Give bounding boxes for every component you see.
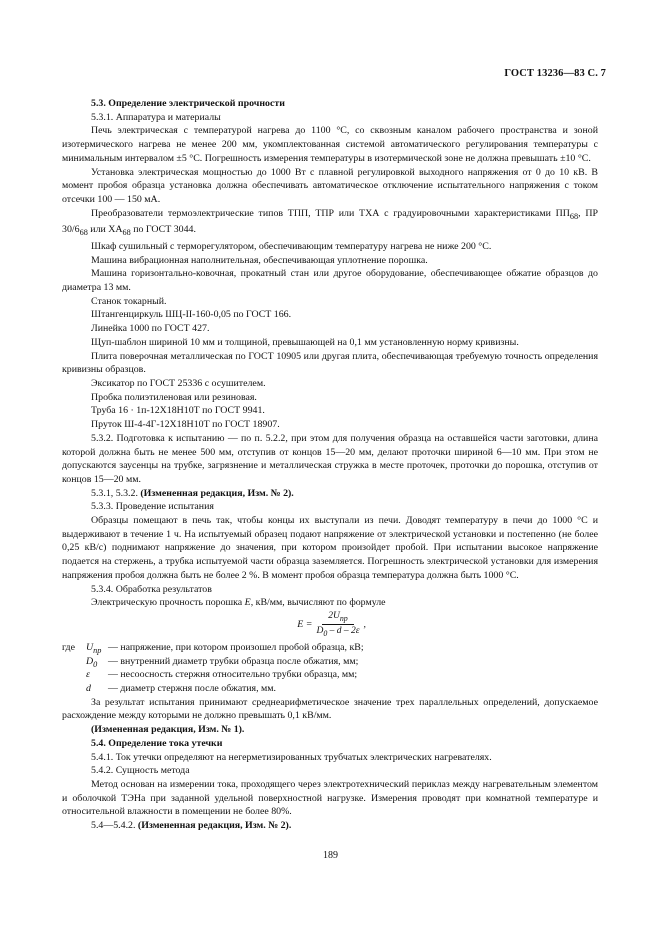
formula-legend — [62, 641, 598, 696]
legend-item: ε — несоосность стержня относительно трубки образца, мм; — [86, 669, 358, 681]
paragraph-plate: Плита поверочная металлическая по ГОСТ 10905 или другая плита, обеспечивающая требуемую точность определения кривизны образцов. — [62, 350, 598, 376]
page-header: ГОСТ 13236—83 С. 7 — [504, 68, 606, 79]
paragraph-furnace: Печь электрическая с температурой нагрева до 1100 °С, со сквозным каналом рабочего пространства и зоной изотермического нагрева не менее 200 мм, укомплектованная системой автоматического регулирования температуры с минимальным интервалом ±5 °С. Погрешность измерения температуры в изотермической зоне не должна превышать ±10 °С. — [62, 125, 598, 164]
paragraph-vibro-machine: Машина вибрационная наполнительная, обеспечивающая уплотнение порошка. — [91, 254, 428, 266]
paragraph-method: Метод основан на измерении тока, проходящего через электротехнический периклаз между нагревательным элементом и оболочкой ТЭНа при заданной удельной поверхностной нагрузке. Измерения проводят при комнатной температуре и относительной влажности в помещении не более 80%. — [62, 778, 598, 818]
paragraph-5-3-2: 5.3.2. Подготовка к испытанию — по п. 5.2.2, при этом для получения образца на оставшейся части заготовки, длина которой должна быть не менее 500 мм, отступив от концов 15—20 мм, делают проточки шириной 6—10 мм. При этом не допускаются заусенцы на трубке, загрязнение и металлическая стружка в месте проточек, проточки до порошка, отступив от концов 15—20 мм. — [62, 432, 598, 485]
formula-lhs: E = — [297, 619, 313, 631]
legend-item: $D_0$ — внутренний диаметр трубки образца после обжатия, мм; — [86, 655, 359, 669]
amendment-note-1: (Измененная редакция, Изм. № 1). — [91, 724, 245, 736]
legend-item: d — диаметр стержня после обжатия, мм. — [86, 683, 276, 695]
amendment-note-5-4: 5.4—5.4.2. (Измененная редакция, Изм. № 2). — [91, 820, 292, 832]
page-content — [62, 97, 598, 833]
paragraph-calculation: Электрическую прочность порошка E, кВ/мм, вычисляют по формуле — [91, 597, 386, 609]
subsection-5-4-2: 5.4.2. Сущность метода — [91, 765, 190, 777]
amendment-note-5-3-1: 5.3.1, 5.3.2. (Измененная редакция, Изм. № 2). — [91, 487, 294, 499]
subsection-5-3-1: 5.3.1. Аппаратура и материалы — [91, 111, 221, 123]
paragraph-5-4-1: 5.4.1. Ток утечки определяют на негерметизированных трубчатых электрических нагревателях. — [91, 751, 492, 763]
paragraph-lathe: Станок токарный. — [91, 295, 167, 307]
section-title-5-4: 5.4. Определение тока утечки — [91, 737, 223, 749]
paragraph-bar: Пруток Ш-4-4Г-12Х18Н10Т по ГОСТ 18907. — [91, 419, 280, 431]
paragraph-caliper: Штангенциркуль ШЦ-II-160-0,05 по ГОСТ 166. — [91, 309, 292, 321]
formula-tail: , — [363, 619, 366, 631]
formula-electrical-strength — [62, 610, 598, 640]
paragraph-forging-machine: Машина горизонтально-ковочная, прокатный стан или другое оборудование, обеспечивающее обжатие образцов до диаметра 13 мм. — [62, 268, 598, 294]
paragraph-tube: Труба 16 · 1п-12Х18Н10Т по ГОСТ 9941. — [91, 405, 265, 417]
legend-item: где $U_{пр}$ — напряжение, при котором произошел пробой образца, кВ; — [62, 641, 364, 655]
paragraph-thermocouples: Преобразователи термоэлектрические типов ТПП, ТПР или ТХА с градуировочными характеристиками $ПП_{68}$, ПР $30/6_{68}$ или $ХА_{68}$ по ГОСТ 3044. — [62, 207, 599, 238]
subsection-5-3-4: 5.3.4. Обработка результатов — [91, 583, 212, 595]
paragraph-ruler: Линейка 1000 по ГОСТ 427. — [91, 323, 210, 335]
paragraph-test-procedure: Образцы помещают в печь так, чтобы концы их выступали из печи. Доводят температуру в печи до 1000 °С и выдерживают в течение 1 ч. На испытуемый образец подают напряжение от электрической установки и постепенно (не более 0,25 кВ/с) поднимают напряжение до значения, при котором произойдет пробой. При испытании высокое напряжение подается на стержень, а трубка испытуемой части образца заземляется. Погрешность электрической установки для измерения напряжения пробоя должна быть не более 2 %. В момент пробоя образца температура должна быть 1000 °С. — [62, 515, 598, 581]
paragraph-feeler-gauge: Щуп-шаблон шириной 10 мм и толщиной, превышающей на 0,1 мм установленную норму кривизны. — [91, 336, 519, 348]
paragraph-result: За результат испытания принимают среднеарифметическое значение трех параллельных определений, допускаемое расхождение между которыми не должно превышать 0,1 кВ/мм. — [62, 696, 598, 722]
section-title-5-3: 5.3. Определение электрической прочности — [91, 98, 285, 109]
page-number: 189 — [323, 850, 338, 861]
paragraph-stopper: Пробка полиэтиленовая или резиновая. — [91, 391, 257, 403]
formula-denominator: $D_0$ – d – 2ε — [316, 626, 360, 639]
subsection-5-3-3: 5.3.3. Проведение испытания — [91, 501, 214, 513]
paragraph-desiccator: Эксикатор по ГОСТ 25336 с осушителем. — [91, 378, 266, 389]
paragraph-cabinet: Шкаф сушильный с терморегулятором, обеспечивающим температуру нагрева не ниже 200 °С. — [91, 240, 492, 252]
formula-fraction — [316, 610, 359, 641]
paragraph-installation: Установка электрическая мощностью до 1000 Вт с плавной регулировкой выходного напряжения от 0 до 10 кВ. В момент пробоя образца установка должна обеспечивать автоматическое отключение испытательного напряжения с током отсечки 100 — 150 мА. — [62, 166, 598, 205]
formula-numerator: $2U_{пр}$ — [322, 610, 354, 626]
